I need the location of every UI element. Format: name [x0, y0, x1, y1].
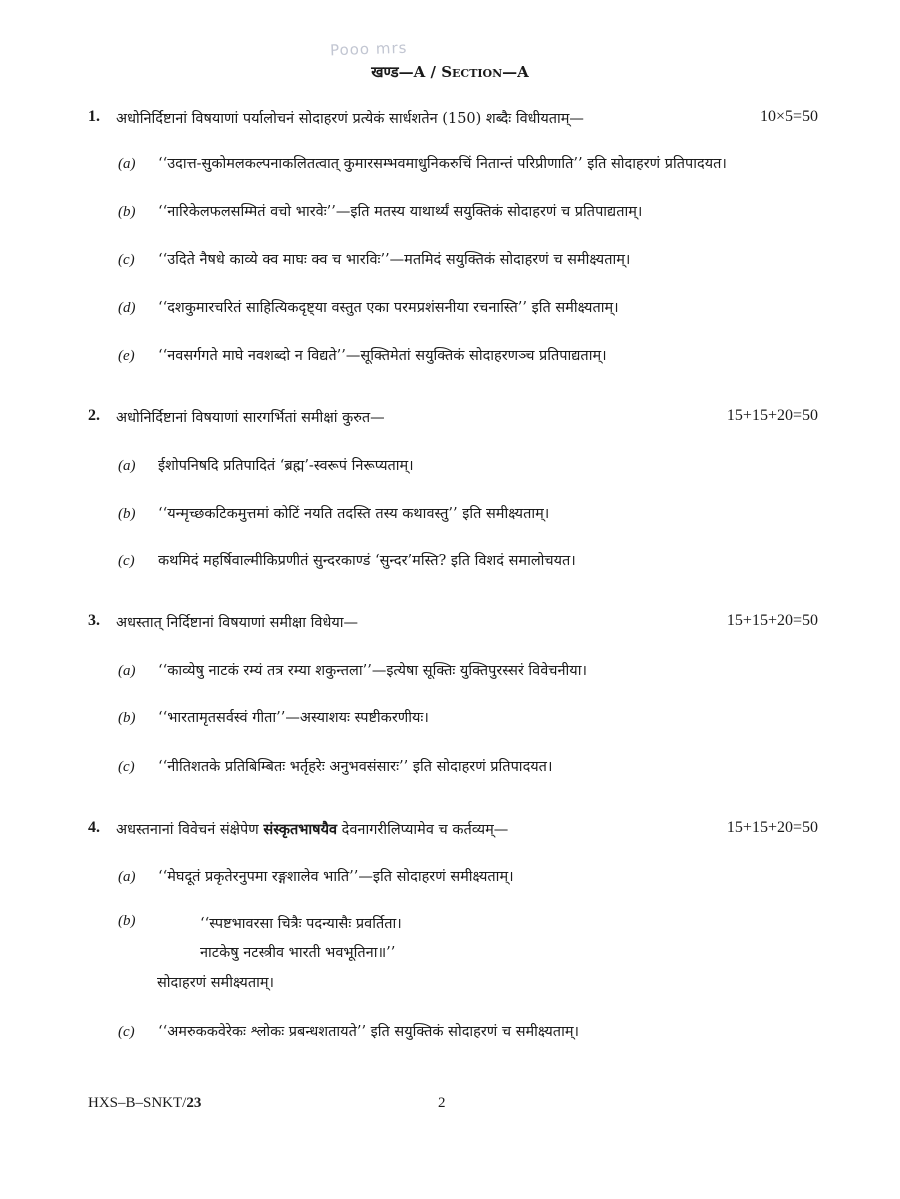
- verse-line-2: नाटकेषु नटस्त्रीव भारती भवभूतिना॥’’: [200, 945, 396, 961]
- part-text: ‘‘नारिकेलफलसम्मितं वचो भारवेः’’—इति मतस्य याथार्थ्यं सयुक्तिकं सोदाहरणं च प्रतिपाद्यताम्।: [158, 204, 643, 220]
- part-text: ‘‘दशकुमारचरितं साहित्यिकदृष्ट्या वस्तुत एका परमप्रशंसनीया रचनास्ति’’ इति समीक्ष्यताम्।: [158, 300, 619, 316]
- part-text: ‘‘भारतामृतसर्वस्वं गीता’’—अस्याशयः स्पष्टीकरणीयः।: [158, 710, 429, 726]
- question-text-post: देवनागरीलिप्यामेव च कर्तव्यम्—: [341, 822, 509, 838]
- question-1-head: [88, 108, 818, 130]
- question-4-part-c: [118, 1021, 838, 1041]
- part-label: (a): [118, 458, 136, 474]
- question-marks: 15+15+20=50: [726, 612, 818, 629]
- question-3: [88, 612, 818, 634]
- part-label: (c): [118, 1024, 135, 1040]
- page-number: 2: [438, 1095, 446, 1111]
- part-text: ‘‘काव्येषु नाटकं रम्यं तत्र रम्या शकुन्तला’’—इत्येषा सूक्तिः युक्तिपुरस्सरं विवेचनीया।: [158, 663, 587, 679]
- question-2-part-c: [118, 550, 838, 570]
- paper-code-suffix: 23: [186, 1095, 202, 1111]
- section-title-hindi: खण्ड—A: [371, 63, 426, 81]
- question-3-head: [88, 612, 818, 634]
- section-title-separator: /: [430, 63, 436, 81]
- question-text-bold: संस्कृतभाषयैव: [263, 821, 338, 838]
- part-label: (a): [118, 663, 136, 679]
- question-3-part-c: [118, 756, 838, 776]
- question-1-part-b: [118, 201, 838, 221]
- question-4-part-a: [118, 866, 838, 886]
- question-marks: 15+15+20=50: [726, 819, 818, 836]
- part-text: ‘‘नवसर्गगते माघे नवशब्दो न विद्यते’’—सूक्तिमेतां सयुक्तिकं सोदाहरणञ्च प्रतिपाद्यताम्।: [158, 348, 607, 364]
- question-number: 2.: [88, 407, 100, 424]
- part-text: ‘‘यन्मृच्छकटिकमुत्तमां कोटिं नयति तदस्ति तस्य कथावस्तु’’ इति समीक्ष्यताम्।: [158, 506, 550, 522]
- part-text: ‘‘मेघदूतं प्रकृतेरनुपमा रङ्गशालेव भाति’’—इति सोदाहरणं समीक्ष्यताम्।: [158, 869, 514, 885]
- part-label: (a): [118, 156, 136, 172]
- paper-code-prefix: HXS–B–SNKT/: [88, 1095, 187, 1111]
- part-label: (b): [118, 204, 136, 220]
- question-4-part-b-instruction: सोदाहरणं समीक्ष्यताम्।: [157, 975, 275, 991]
- question-text-pre: अधस्तनानां विवेचनं संक्षेपेण: [116, 822, 259, 838]
- part-label: (e): [118, 348, 135, 364]
- question-2: [88, 407, 818, 429]
- part-label: (c): [118, 252, 135, 268]
- question-1: [88, 108, 818, 130]
- part-label: (c): [118, 759, 135, 775]
- question-2-part-b: [118, 503, 838, 523]
- question-marks: 15+15+20=50: [726, 407, 818, 424]
- question-3-part-b: [118, 707, 838, 727]
- question-1-part-e: [118, 345, 838, 365]
- question-number: 4.: [88, 819, 100, 836]
- part-label: (b): [118, 710, 136, 726]
- part-text: ‘‘उदात्त-सुकोमलकल्पनाकलितत्वात् कुमारसम्भवमाधुनिकरुचिं नितान्तं परिप्रीणाति’’ इति सोदाहरणं प्रतिपादयत।: [158, 156, 727, 172]
- faint-stamp-mark: Pooo mrs: [329, 38, 408, 60]
- part-text: ‘‘नीतिशतके प्रतिबिम्बितः भर्तृहरेः अनुभवसंसारः’’ इति सोदाहरणं प्रतिपादयत।: [158, 759, 553, 775]
- part-text: ईशोपनिषदि प्रतिपादितं ‘ब्रह्म’-स्वरूपं निरूप्यताम्।: [158, 458, 414, 474]
- part-label: (d): [118, 300, 136, 316]
- question-text: अधस्तात् निर्दिष्टानां विषयाणां समीक्षा विधेया—: [116, 615, 359, 631]
- part-text: ‘‘अमरुककवेरेकः श्लोकः प्रबन्धशतायते’’ इति सयुक्तिकं सोदाहरणं च समीक्ष्यताम्।: [158, 1024, 579, 1040]
- part-label: (c): [118, 553, 135, 569]
- question-2-part-a: [118, 455, 838, 475]
- question-text: अधोनिर्दिष्टानां विषयाणां पर्यालोचनं सोदाहरणं प्रत्येकं सार्धशतेन (150) शब्दैः विधीयताम्—: [116, 111, 584, 127]
- question-number: 1.: [88, 108, 100, 125]
- part-text: कथमिदं महर्षिवाल्मीकिप्रणीतं सुन्दरकाण्डं ‘सुन्दर’मस्ति? इति विशदं समालोचयत।: [158, 553, 576, 569]
- verse-line-1: ‘‘स्पष्टभावरसा चित्रैः पदन्यासैः प्रवर्तिता।: [200, 916, 402, 932]
- part-label: (a): [118, 869, 136, 885]
- section-title: [0, 62, 900, 82]
- question-2-head: [88, 407, 818, 429]
- question-4-head: [88, 819, 818, 841]
- part-text: ‘‘उदिते नैषधे काव्ये क्व माघः क्व च भारविः’’—मतमिदं सयुक्तिकं सोदाहरणं च समीक्ष्यताम्।: [158, 252, 631, 268]
- question-3-part-a: [118, 660, 838, 680]
- question-4: [88, 819, 818, 841]
- question-1-part-a: [118, 153, 838, 173]
- part-label: (b): [118, 506, 136, 522]
- question-marks: 10×5=50: [759, 108, 818, 125]
- question-text: अधोनिर्दिष्टानां विषयाणां सारगर्भितां समीक्षां कुरुत—: [116, 410, 385, 426]
- question-1-part-c: [118, 249, 838, 269]
- section-title-english: Section—A: [441, 63, 529, 81]
- paper-code: [88, 1095, 201, 1112]
- question-1-part-d: [118, 297, 838, 317]
- part-label: (b): [118, 913, 136, 929]
- question-text: [116, 819, 508, 839]
- question-number: 3.: [88, 612, 100, 629]
